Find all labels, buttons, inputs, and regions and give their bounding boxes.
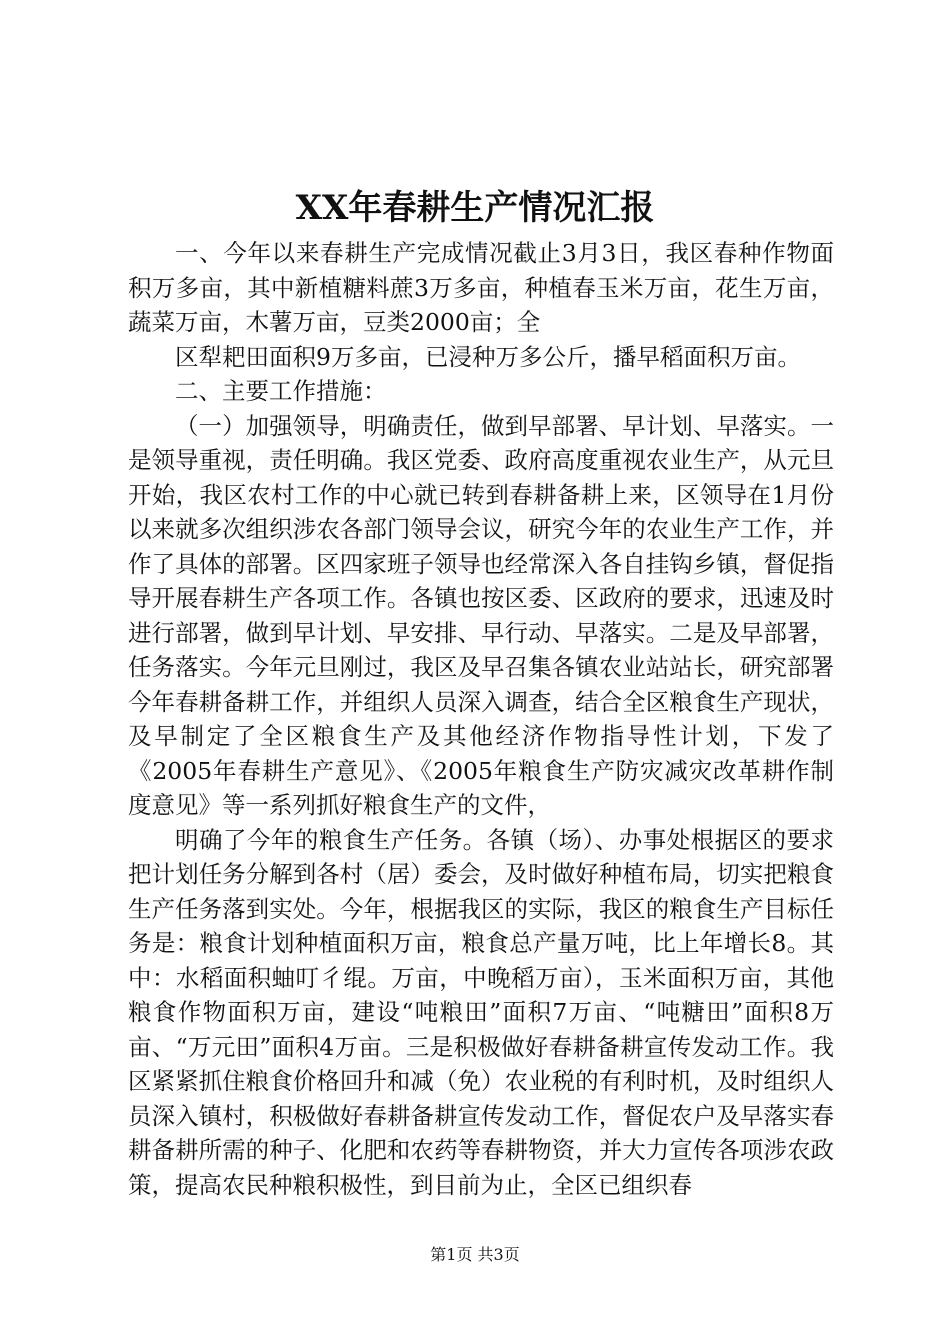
page-number: 第1页 共3页 — [430, 1245, 520, 1264]
paragraph: 区犁耙田面积9万多亩，已浸种万多公斤，播早稻面积万亩。 — [175, 342, 801, 371]
paragraph: 一、今年以来春耕生产完成情况截止3月3日，我区春种作物面积万多亩，其中新植糖料蔗3万多亩，种植春玉米万亩，花生万亩，蔬菜万亩，木薯万亩，豆类2000亩；全 — [128, 239, 834, 336]
document-body — [128, 236, 834, 1202]
paragraph: 二、主要工作措施： — [175, 377, 387, 405]
document-title: XX年春耕生产情况汇报 — [295, 188, 655, 228]
paragraph: 明确了今年的粮食生产任务。各镇（场）、办事处根据区的要求把计划任务分解到各村（居）委会，及时做好种植布局，切实把粮食生产任务落到实处。今年，根据我区的实际，我区的粮食生产目标任务是：粮食计划种植面积万亩，粮食总产量万吨，比上年增长8。其中：水稻面积蚰叮彳绲。万亩，中晚稻万亩），玉米面积万亩，其他粮食作物面积万亩，建设“吨粮田”面积7万亩、“吨糖田”面积8万亩、“万元田”面积4万亩。三是积极做好春耕备耕宣传发动工作。我区紧紧抓住粮食价格回升和减（免）农业税的有利时机，及时组织人员深入镇村，积极做好春耕备耕宣传发动工作，督促农户及早落实春耕备耕所需的种子、化肥和农药等春耕物资，并大力宣传各项涉农政策，提高农民种粮积极性，到目前为止，全区已组织春 — [128, 825, 834, 1199]
paragraph: （一）加强领导，明确责任，做到早部署、早计划、早落实。一是领导重视，责任明确。我区党委、政府高度重视农业生产，从元旦开始，我区农村工作的中心就已转到春耕备耕上来，区领导在1月份以来就多次组织涉农各部门领导会议，研究今年的农业生产工作，并作了具体的部署。区四家班子领导也经常深入各自挂钩乡镇，督促指导开展春耕生产各项工作。各镇也按区委、区政府的要求，迅速及时进行部署，做到早计划、早安排、早行动、早落实。二是及早部署，任务落实。今年元旦刚过，我区及早召集各镇农业站站长，研究部署今年春耕备耕工作，并组织人员深入调查，结合全区粮食生产现状，及早制定了全区粮食生产及其他经济作物指导性计划，下发了《2005年春耕生产意见》、《2005年粮食生产防灾减灾改革耕作制度意见》等一系列抓好粮食生产的文件， — [128, 411, 834, 819]
